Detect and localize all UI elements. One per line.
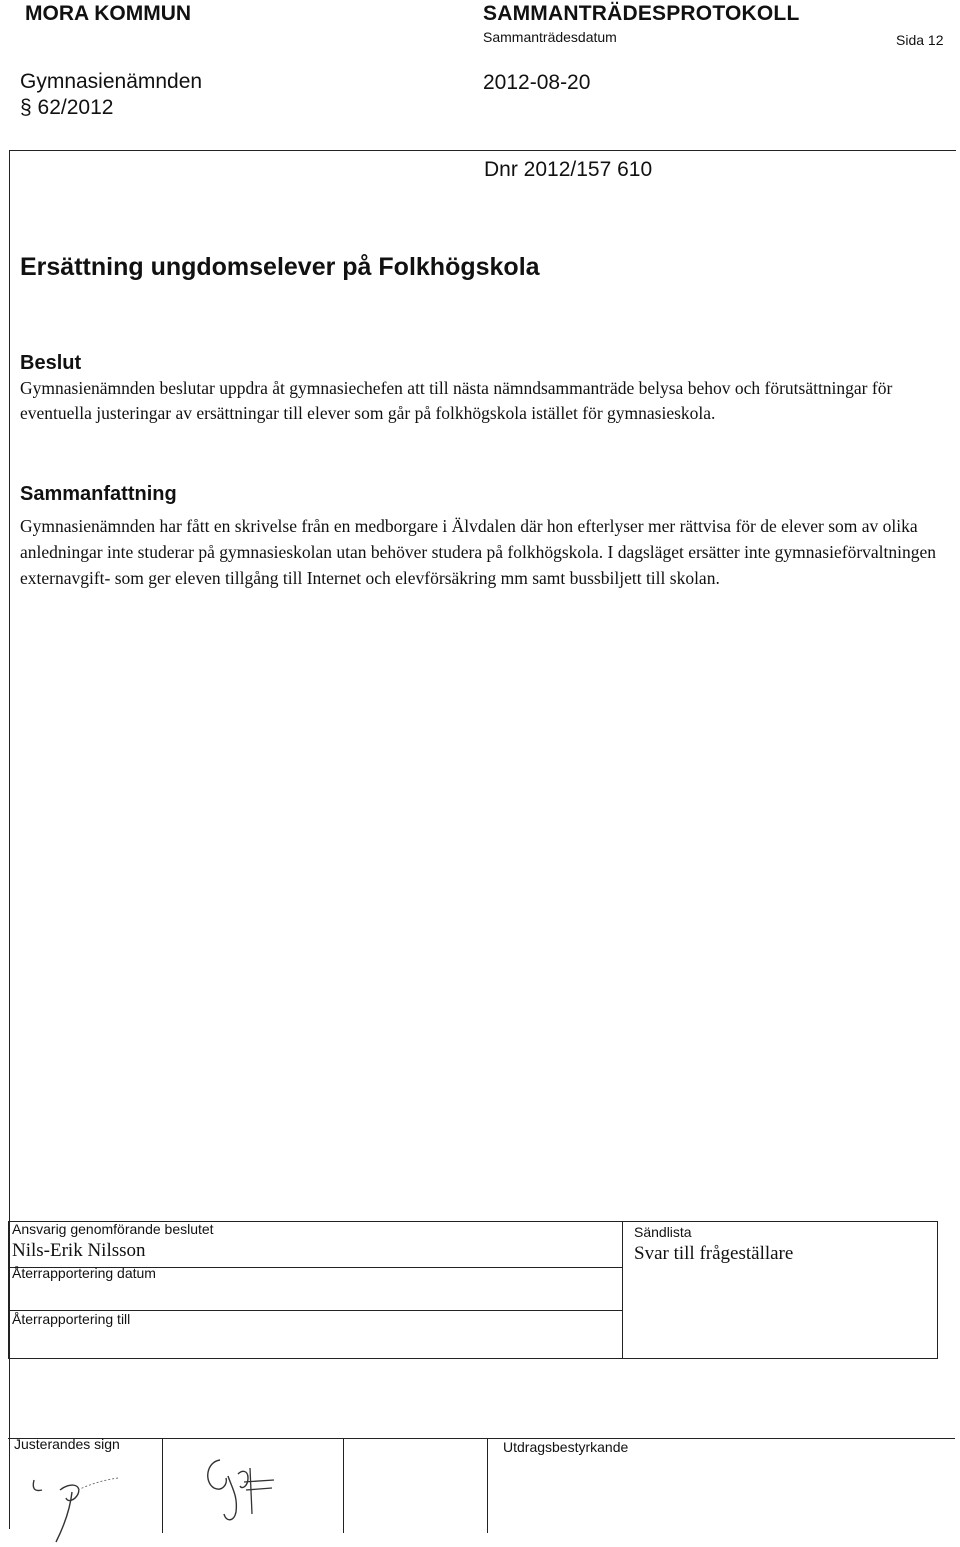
responsible-label: Ansvarig genomförande beslutet <box>12 1221 214 1237</box>
signature-divider-2 <box>343 1438 344 1533</box>
section-number: § 62/2012 <box>20 96 114 119</box>
meeting-date-label: Sammanträdesdatum <box>483 29 617 45</box>
summary-heading: Sammanfattning <box>20 483 177 505</box>
signature-divider-3 <box>487 1438 488 1533</box>
case-number: Dnr 2012/157 610 <box>484 158 653 181</box>
initials-signature-2 <box>192 1452 302 1532</box>
box-divider-vertical <box>622 1221 623 1358</box>
page-number: Sida 12 <box>896 32 944 48</box>
committee-name: Gymnasienämnden <box>20 70 203 93</box>
responsibility-box <box>8 1221 938 1359</box>
case-title: Ersättning ungdomselever på Folkhögskola <box>20 253 540 281</box>
certification-label: Utdragsbestyrkande <box>503 1439 629 1455</box>
report-date-label: Återrapportering datum <box>12 1265 156 1281</box>
initials-signature-1 <box>20 1470 140 1546</box>
document-type: SAMMANTRÄDESPROTOKOLL <box>483 2 800 25</box>
signature-row-line <box>8 1438 955 1439</box>
adjusting-signature-label: Justerandes sign <box>14 1436 120 1452</box>
organization-name: MORA KOMMUN <box>25 2 192 25</box>
decision-text: Gymnasienämnden beslutar uppdra åt gymnasiechefen att till nästa nämndsammanträde belysa behov och förutsättningar för eventuella justeringar av ersättningar till elever som går på folkhögskola istället för gymnasieskola. <box>20 378 893 423</box>
decision-heading: Beslut <box>20 352 82 374</box>
report-to-label: Återrapportering till <box>12 1311 131 1327</box>
signature-divider-1 <box>162 1438 163 1533</box>
responsible-value: Nils-Erik Nilsson <box>12 1240 146 1261</box>
distribution-value: Svar till frågeställare <box>634 1243 794 1264</box>
distribution-label: Sändlista <box>634 1224 692 1240</box>
meeting-date: 2012-08-20 <box>483 71 591 94</box>
summary-text: Gymnasienämnden har fått en skrivelse från en medborgare i Älvdalen där hon efterlyser mer rättvisa för de elever som av olika anledningar inte studerar på gymnasieskolan utan behöver studera på folkhögskola. I dagsläget ersätter inte gymnasieförvaltningen externavgift- som ger eleven tillgång till Internet och elevförsäkring mm samt bussbiljett till skolan. <box>20 516 937 588</box>
